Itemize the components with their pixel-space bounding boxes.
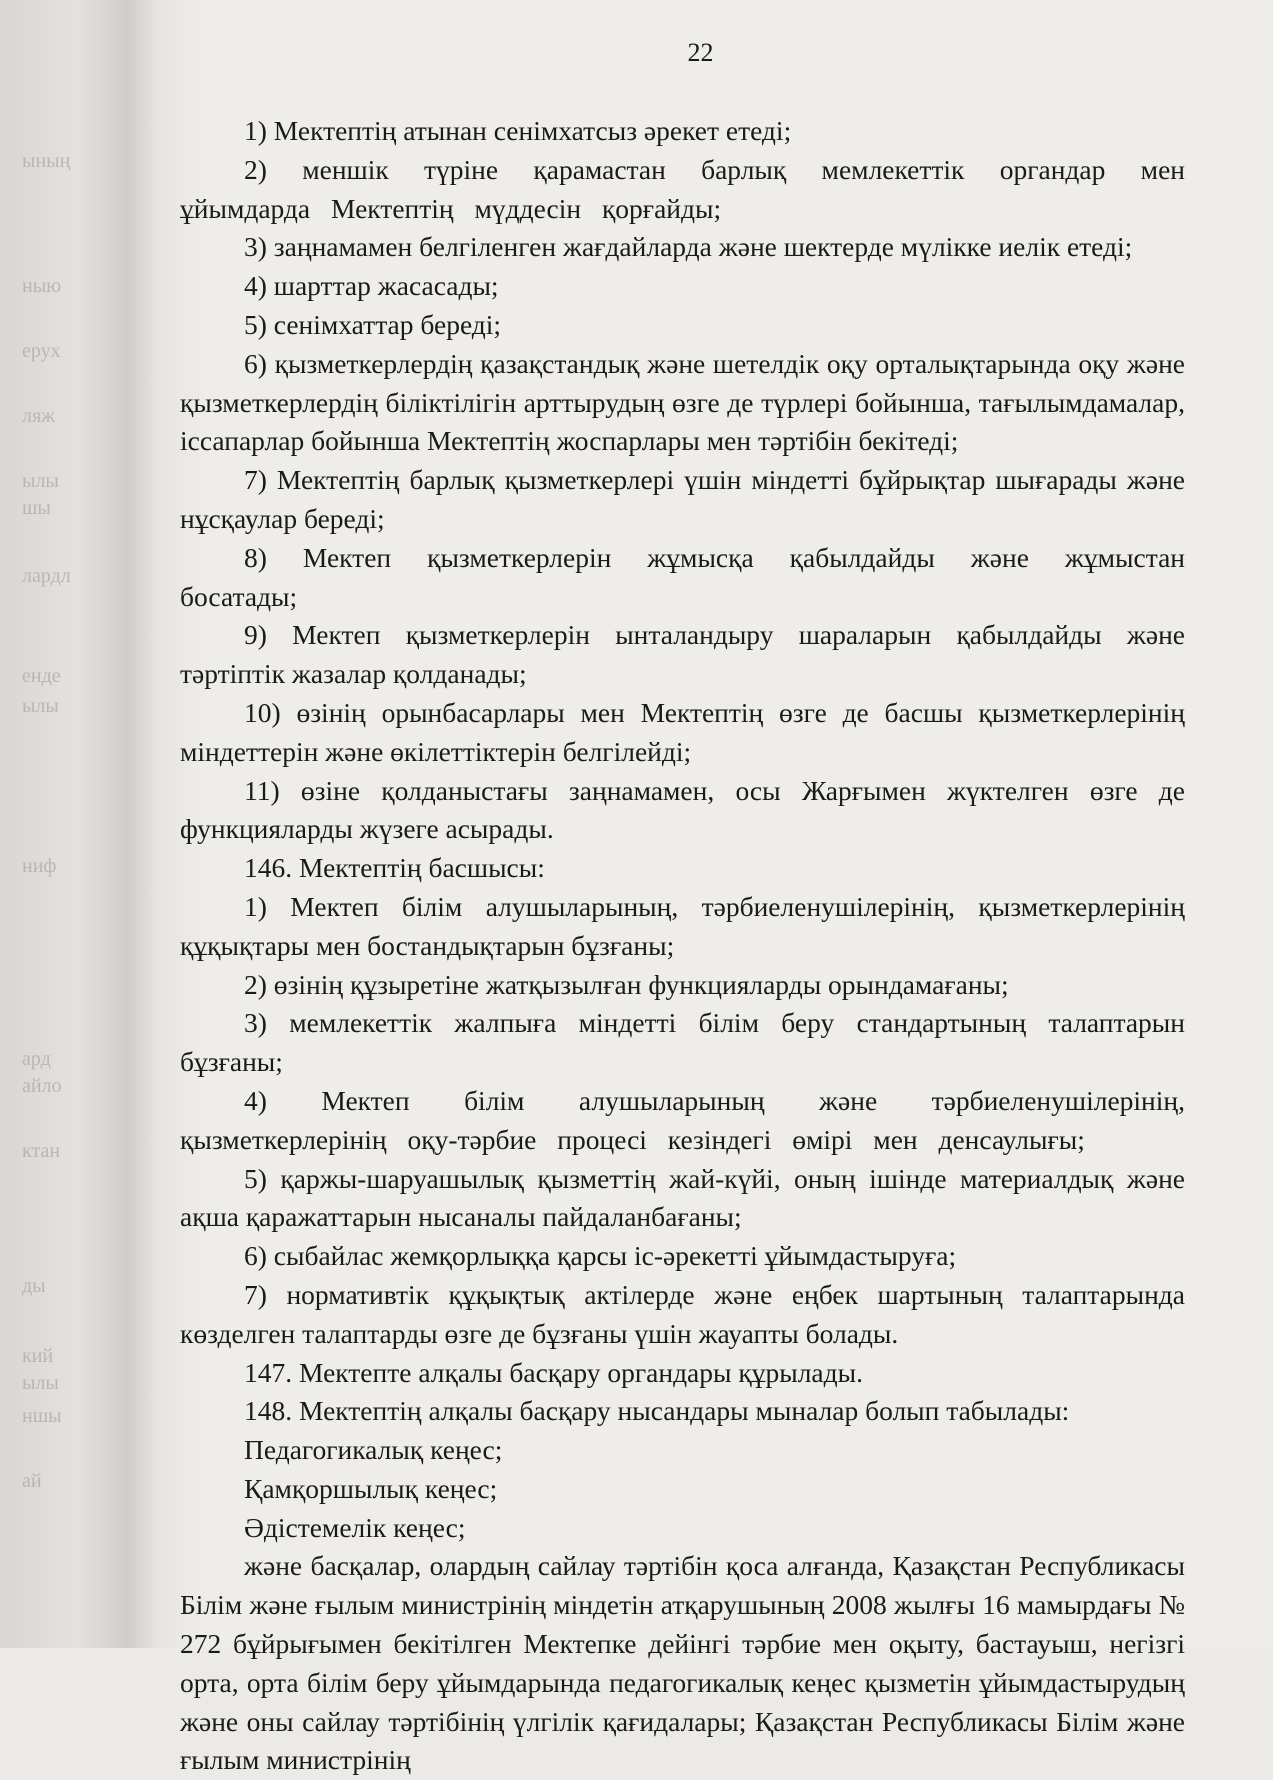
- left-page-margin: [0, 0, 128, 1648]
- paragraph: 2) меншік түріне қарамастан барлық мемлекеттік органдар мен ұйымдарда Мектептің мүддесін қорғайды;: [180, 153, 1185, 224]
- paragraph: 5) қаржы-шаруашылық қызметтің жай-күйі, оның ішінде материалдық және ақша қаражаттарын нысаналы пайдаланбағаны;: [180, 1162, 1185, 1233]
- gutter-fragment: ард: [22, 1048, 51, 1070]
- paragraph: 3) мемлекеттік жалпыға міндетті білім беру стандартының талаптарын бұзғаны;: [180, 1007, 1185, 1078]
- gutter-fragment: ляж: [22, 405, 55, 427]
- gutter-fragment: ай: [22, 1470, 42, 1492]
- section-heading: 146. Мектептің басшысы:: [244, 852, 545, 884]
- gutter-fragment: ылы: [22, 695, 59, 717]
- paragraph: 7) нормативтік құқықтық актілерде және еңбек шартының талаптарында көзделген талаптарды өзге де бұзғаны үшін жауапты болады.: [180, 1278, 1185, 1349]
- paragraph: 4) Мектеп білім алушыларының және тәрбиеленушілерінің, қызметкерлерінің оқу-тәрбие процесі кезіндегі өмірі мен денсаулығы;: [180, 1084, 1185, 1155]
- list-item: Әдістемелік кеңес;: [244, 1511, 466, 1543]
- paragraph: 6) сыбайлас жемқорлыққа қарсы іс-әрекетті ұйымдастыруға;: [244, 1240, 957, 1272]
- gutter-fragment: ының: [22, 150, 71, 172]
- gutter-fragment: енде: [22, 665, 61, 687]
- gutter-fragment: айло: [22, 1075, 62, 1097]
- list-item: Педагогикалық кеңес;: [244, 1434, 503, 1466]
- gutter-fragment: ниф: [22, 855, 57, 877]
- page-number: 22: [687, 38, 714, 67]
- paragraph: және басқалар, олардың сайлау тәртібін қоса алғанда, Қазақстан Республикасы Білім және ғылым министрінің міндетін атқарушының 2008 жылғы 16 мамырдағы № 272 бұйрығымен бекітілген Мектепке дейінгі тәрбие мен оқыту, бастауыш, негізгі орта, орта білім беру ұйымдарында педагогикалық кеңес қызметін ұйымдастырудың және оны сайлау тәртібінің үлгілік қағидалары; Қазақстан Республикасы Білім және ғылым министрінің: [180, 1550, 1185, 1776]
- paragraph: 147. Мектепте алқалы басқару органдары құрылады.: [244, 1356, 863, 1388]
- paragraph: 9) Мектеп қызметкерлерін ынталандыру шараларын қабылдайды және тәртіптік жазалар қолданады;: [180, 619, 1185, 690]
- paragraph: 2) өзінің құзыретіне жатқызылған функцияларды орындамағаны;: [244, 968, 1009, 1000]
- paragraph: 148. Мектептің алқалы басқару нысандары мыналар болып табылады:: [244, 1395, 1070, 1427]
- document-body: [180, 112, 1185, 1780]
- paragraph: 10) өзінің орынбасарлары мен Мектептің өзге де басшы қызметкерлерінің міндеттерін және өкілеттіктерін белгілейді;: [180, 696, 1185, 767]
- paragraph: 4) шарттар жасасады;: [244, 270, 499, 302]
- gutter-fragment: кий: [22, 1345, 54, 1367]
- paragraph: 5) сенімхаттар береді;: [244, 308, 502, 340]
- gutter-fragment: ншы: [22, 1405, 62, 1427]
- gutter-fragment: шы: [22, 497, 51, 519]
- gutter-fragment: ерух: [22, 340, 61, 362]
- gutter-fragment: ктан: [22, 1140, 61, 1162]
- list-item: Қамқоршылық кеңес;: [244, 1472, 498, 1504]
- gutter-fragment: ды: [22, 1275, 46, 1297]
- gutter-fragment: ылы: [22, 470, 59, 492]
- paragraph: 3) заңнамамен белгіленген жағдайларда және шектерде мүлікке иелік етеді;: [244, 231, 1133, 263]
- gutter-fragment: ылы: [22, 1372, 59, 1394]
- paragraph: 6) қызметкерлердің қазақстандық және шетелдік оқу орталықтарында оқу және қызметкерлердің біліктілігін арттырудың өзге де түрлері бойынша, тағылымдамалар, іссапарлар бойынша Мектептің жоспарлары мен тәртібін бекітеді;: [180, 347, 1185, 457]
- paragraph: 11) өзіне қолданыстағы заңнамамен, осы Жарғымен жүктелген өзге де функцияларды жүзеге асырады.: [180, 774, 1185, 845]
- paragraph: 1) Мектеп білім алушыларының, тәрбиеленушілерінің, қызметкерлерінің құқықтары мен бостандықтарын бұзғаны;: [180, 890, 1185, 961]
- document-page: [128, 0, 1273, 1776]
- paragraph: 7) Мектептің барлық қызметкерлері үшін міндетті бұйрықтар шығарады және нұсқаулар береді;: [180, 464, 1185, 534]
- gutter-fragment: ныю: [22, 275, 62, 297]
- paragraph: 8) Мектеп қызметкерлерін жұмысқа қабылдайды және жұмыстан босатады;: [180, 541, 1185, 612]
- paragraph: 1) Мектептің атынан сенімхатсыз әрекет етеді;: [244, 115, 792, 146]
- gutter-fragment: лардл: [22, 565, 71, 587]
